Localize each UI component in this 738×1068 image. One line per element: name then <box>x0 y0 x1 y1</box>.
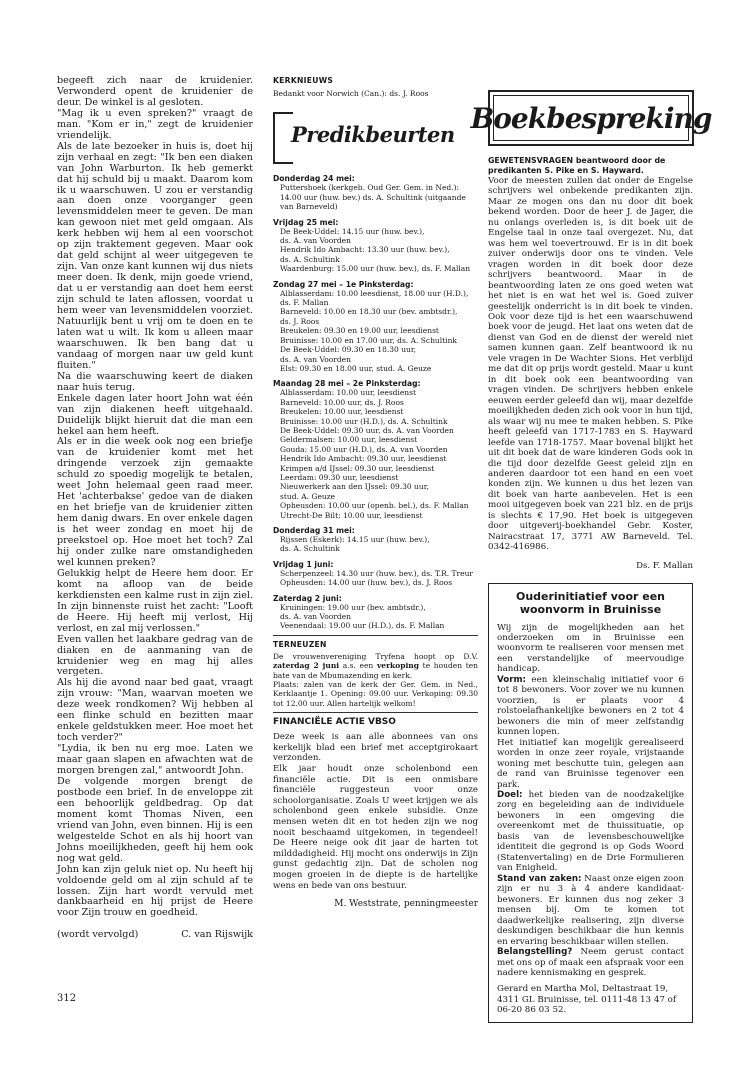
vorm-paragraph-2: Het initiatief kan mogelijk gerealiseerd worden in onze zeer royale, vrijstaande woning met beschutte tuin, gelegen aan de rand van Bruinisse tegenover een park. <box>497 737 684 790</box>
story-body <box>57 76 253 919</box>
contact-info: Gerard en Martha Mol, Deltastraat 19, 4311 GL Bruinisse, tel. 0111-48 13 47 of 06-20 86 03 52. <box>497 984 677 1016</box>
story-paragraph: begeeft zich naar de kruidenier. Verwonderd opent de kruidenier de deur. De winkel is al gesloten. <box>57 75 253 108</box>
schedule-block <box>273 218 478 274</box>
story-paragraph: Even vallen het laakbare gedrag van de diaken en de aanmaning van de kruidenier weg en mag hij alles vergeten. <box>57 633 253 678</box>
schedule-date: Donderdag 24 mei: <box>273 174 355 184</box>
story-paragraph: John kan zijn geluk niet op. Nu heeft hij voldoende geld om al zijn schuld af te lossen. Zijn hart wordt vervuld met dankbaarheid en hij prijst de Heere voor Zijn trouw en goedheid. <box>57 863 253 919</box>
story-paragraph: Gelukkig helpt de Heere hem door. Er komt na afloop van de beide kerkdiensten een kalme rust in zijn ziel. In zijn binnenste ruist het zacht: "Looft de Heere. Hij heeft mij verlost, Hij verlost, en zal mij verlossen." <box>57 567 253 634</box>
vorm-label: Vorm: <box>497 674 527 685</box>
schedule-line: Breukelen: 09.30 en 19.00 uur, leesdienst <box>280 326 439 336</box>
terneuzen-text <box>273 652 478 680</box>
story-paragraph: Als er in die week ook nog een briefje van de kruidenier komt met het dringende verzoek zijn gemaakte schuld zo spoedig mogelijk te betalen, weet John helemaal geen raad meer. Het 'achterbakse' gedoe van de diaken en het briefje van de kruidenier zitten hem danig dwars. En over enkele dagen is het weer zondag en moet hij de preekstoel op. Hoe moet het toch? Zal hij onder zulke nare omstandigheden wel kunnen preken? <box>57 436 253 568</box>
schedule-line: De Beek-Uddel: 09.30 en 18.30 uur, <box>280 345 417 355</box>
predikbeurten-logo <box>273 112 478 168</box>
schedule-line: ds. A. van Voorden <box>280 236 351 246</box>
preaching-schedule <box>273 174 478 630</box>
schedule-block <box>273 280 478 374</box>
vorm-paragraph <box>497 675 684 738</box>
schedule-line: De Beek-Uddel: 14.15 uur (huw. bev.), <box>280 226 425 236</box>
story-paragraph: "Mag ik u even spreken?" vraagt de man. "Kom er in," zegt de kruidenier vriendelijk. <box>57 107 253 141</box>
page-number: 312 <box>57 993 77 1004</box>
schedule-line: stud. A. Geuze <box>280 491 336 501</box>
schedule-line: Kruiningen: 19.00 uur (bev. ambtsdr.), <box>280 602 426 612</box>
terneuzen-part: De vrouwenvereniging Tryfena hoopt op D.V. <box>273 651 478 661</box>
belang-paragraph <box>497 947 684 978</box>
schedule-line: Gouda: 15.00 uur (H.D.), ds. A. van Voorden <box>280 444 448 454</box>
schedule-line: Bruinisse: 10.00 en 17.00 uur, ds. A. Schultink <box>280 335 457 345</box>
column-story <box>57 76 253 940</box>
story-paragraph: Na die waarschuwing keert de diaken naar huis terug. <box>57 370 253 393</box>
logo-frame <box>470 95 712 141</box>
story-author: C. van Rijswijk <box>181 929 253 941</box>
stand-text: Naast onze eigen zoon zijn er nu 3 à 4 andere kandidaat-bewoners. Er kunnen dus nog zeker 3 mensen bij. Om te komen tot daadwerkelijke realisering, zijn diverse deskundigen beschikbaar die hun kennis en ervaring beschikbaar willen stellen. <box>497 873 684 947</box>
belang-label: Belangstelling? <box>497 947 573 958</box>
belang-text: Neem gerust contact met ons op of maak een afspraak voor een nadere kennismaking en gesprek. <box>497 947 684 978</box>
schedule-date: Vrijdag 25 mei: <box>273 217 339 227</box>
logo-text: Predikbeurten <box>291 122 455 148</box>
schedule-line: Rijssen (Eskerk): 14.15 uur (huw. bev.), <box>280 535 430 544</box>
review-heading: GEWETENSVRAGEN beantwoord door de predikanten S. Pike en S. Hayward. <box>488 156 666 175</box>
continued-note: (wordt vervolgd) <box>57 929 139 941</box>
box-intro: Wij zijn de mogelijkheden aan het onderzoeken om in Bruinisse een woonvorm te realiseren voor mensen met een verstandelijke of meervoudige handicap. <box>497 622 684 675</box>
ouderinitiatief-box <box>488 583 693 1023</box>
schedule-line: ds. A. Schultink <box>280 544 340 554</box>
schedule-block <box>273 174 478 211</box>
vorm-text: een kleinschalig initiatief voor 6 tot 8 bewoners. Voor zover we nu kunnen voorzien, is er plaats voor 4 rolstoelafhankelijke bewoners en 2 tot 4 bewoners die min of meer zelfstandig kunnen lopen. <box>497 674 684 738</box>
doel-text: het bieden van de noodzakelijke zorg en begeleiding aan de individuele bewoners in een omgeving die overeenkomt met de thuissituatie, op basis van de levensbeschouwelijke identiteit die gegrond is op Gods Woord (Statenvertaling) en de Drie Formulieren van Enigheid. <box>497 790 684 874</box>
terneuzen-part: te houden ten bate van de Mbumazending en kerk. <box>273 661 478 680</box>
stand-label: Stand van zaken: <box>497 873 582 884</box>
boekbespreking-logo <box>470 90 712 146</box>
terneuzen-part: a.s. een <box>339 661 377 671</box>
schedule-line: ds. F. Mallan <box>280 298 329 308</box>
schedule-line: Breukelen: 10.00 uur, leesdienst <box>280 407 404 417</box>
schedule-line: ds. A. Schultink <box>280 254 340 264</box>
schedule-line: Alblasserdam: 10.00 leesdienst, 18.00 uur (H.D.), <box>280 288 469 298</box>
doel-paragraph <box>497 790 684 874</box>
schedule-line: Bruinisse: 10.00 uur (H.D.), ds. A. Schultink <box>280 416 448 426</box>
schedule-date: Donderdag 31 mei: <box>273 526 355 535</box>
terneuzen-event: verkoping <box>376 661 420 671</box>
doel-label: Doel: <box>497 790 523 800</box>
story-paragraph: "Lydia, ik ben nu erg moe. Laten we maar gaan slapen en afwachten wat de morgen brengen zal," antwoordt John. <box>57 743 253 777</box>
schedule-line: Barneveld: 10.00 en 18.30 uur (bev. ambtsdr.), <box>280 307 458 317</box>
logo-initial-frame <box>273 112 293 164</box>
story-paragraph: Als de late bezoeker in huis is, doet hij zijn verhaal en zegt: "Ik ben een diaken van John Warburton. Ik heb gemerkt dat hij schuld bij u maakt. Daarom kom ik u waarschuwen. U zou er verstandig aan doen onze voorganger geen levensmiddelen meer te geven. De man kan gewoon niet met geld omgaan. Als kerk hebben wij hem al een voorschot op zijn traktement gegeven. Maar ook dat geld schijnt al weer uitgegeven te zijn. Van onze kant kunnen wij dus niets meer doen. Ik denk, mijn goede vriend, dat u er verstandig aan doet hem eerst zijn schuld te laten aflossen, voordat u hem weer van levensmiddelen voorziet. Natuurlijk bent u vrij om te doen en te laten wat u wilt. Ik kom u alleen maar waarschuwen. Ik ben bang dat u vandaag of morgen naar uw geld kunt fluiten." <box>57 140 253 371</box>
financiele-paragraph: Elk jaar houdt onze scholenbond een financiële actie. Dit is een onmisbare financiële ruggesteun voor onze schoolorganisatie. Zoals U weet krijgen we als scholenbond geen enkele subsidie. Onze mensen weten dit en tot heden zijn we nog nooit beschaamd uitgekomen, in tegendeel! De Heere neige ook dit jaar de harten tot milddadigheid. Hij mocht ons onderwijs in Zijn gunst gedachtig zijn. Dat de scholen nog mogen groeien in de diepte is de hartelijke wens en bede van ons bestuur. <box>273 764 478 891</box>
story-paragraph: De volgende morgen brengt de postbode een brief. In de enveloppe zit een behoorlijk geldbedrag. Op dat moment komt Thomas Niven, een vriend van John, even binnen. Hij is een welgestelde Schot en als hij hoort van Johns moeilijkheden, geeft hij hem ook nog wat geld. <box>57 776 253 864</box>
schedule-line: Waardenburg: 15.00 uur (huw. bev.), ds. F. Mallan <box>280 264 471 274</box>
schedule-block <box>273 379 478 520</box>
financiele-paragraph: Deze week is aan alle abonnees van ons kerkelijk blad een brief met acceptgirokaart verzonden. <box>273 732 478 764</box>
kerknieuws-heading: KERKNIEUWS <box>273 76 334 85</box>
schedule-block <box>273 560 478 588</box>
financiele-heading: FINANCIËLE ACTIE VBSO <box>273 717 396 728</box>
schedule-line: ds. A. van Voorden <box>280 612 351 622</box>
section-divider <box>273 635 478 636</box>
terneuzen-date: zaterdag 2 juni <box>273 661 340 671</box>
schedule-line: Geldermalsen: 10.00 uur, leesdienst <box>280 435 418 445</box>
section-divider <box>273 712 478 713</box>
schedule-line: Barneveld: 10.00 uur, ds. J. Roos <box>280 397 404 407</box>
kerknieuws-text: Bedankt voor Norwich (Can.): ds. J. Roos <box>273 89 429 98</box>
stand-paragraph <box>497 874 684 947</box>
schedule-line: ds. A. van Voorden <box>280 354 351 364</box>
schedule-block <box>273 594 478 631</box>
financiele-signature: M. Weststrate, penningmeester <box>334 899 478 910</box>
review-text: Voor de meesten zullen dat onder de Engelse schrijvers wel onbekende predikanten zijn. Maar ze mogen ons dan nu door dit boek bekend worden. Door de heer J. de Jager, die nu onlangs overleden is, is dit boek uit de Engelse taal in onze taal overgezet. Nu, dat was hem wel toevertrouwd. Er is in dit boek zuiver onderwijs door ons te vinden. Vele vragen worden in dit boek door deze schrijvers beantwoord. Maar in de beantwoording laten ze ons goed weten wat het niet is en wat het wel is. Goed zuiver geestelijk onderricht is in dit boek te vinden. Ook voor deze tijd is het een waarschuwend boek voor de jeugd. Het laat ons weten dat de dienst van God en de dienst der wereld niet samen kunnen gaan. Zelf beantwoord ik nu vele vragen in De Wachter Sions. Het verblijd me dat dit op prijs wordt gesteld. Maar u kunt in dit boek ook een beantwoording van vragen vinden. De schrijvers hebben enkele eeuwen eerder geleefd dan wij, maar dezelfde moeilijkheden deden zich ook voor in hun tijd, als waar wij nu mee te maken hebben. S. Pike heeft geleefd van 1717-1783 en S. Hayward leefde van 1718-1757. Maar bovenal blijkt het uit dit boek dat de ware kinderen Gods ook in die tijd door dezelfde Geest geleid zijn en anderen daardoor tot een hand en een voet konden zijn. We kunnen u dus het lezen van dit boek van harte aanbevelen. Het is een mooi uitgegeven boek van 221 blz. en de prijs is slechts € 17,90. Het boek is uitgegeven door uitgeverij-boekhandel Gebr. Koster, Nairacstraat 17, 3771 AW Barneveld. Tel. 0342-416986. <box>488 175 693 553</box>
schedule-line: Leerdam: 09.30 uur, leesdienst <box>280 472 399 482</box>
column-church-news <box>273 76 478 909</box>
schedule-line: Utrecht-De Bilt: 10.00 uur, leesdienst <box>280 510 423 520</box>
schedule-line: Opheusden: 10.00 uur (openb. bel.), ds. F. Mallan <box>280 501 469 511</box>
schedule-line: Alblasserdam: 10.00 uur, leesdienst <box>280 388 417 398</box>
schedule-line: De Beek-Uddel: 09.30 uur, ds. A. van Voorden <box>280 425 454 435</box>
review-signature: Ds. F. Mallan <box>636 560 693 571</box>
schedule-line: Nieuwerkerk aan den IJssel: 09.30 uur, <box>280 482 429 492</box>
schedule-line: Veenendaal: 19.00 uur (H.D.), ds. F. Mallan <box>280 621 445 631</box>
schedule-line: Hendrik Ido Ambacht: 09.30 uur, leesdienst <box>280 454 447 464</box>
terneuzen-details: Plaats: zalen van de kerk der Ger. Gem. in Ned., Kerklaantje 1. Opening: 09.00 uur. Verkoping: 09.30 tot 12.00 uur. Allen hartelijk welkom! <box>273 680 478 708</box>
story-paragraph: Als hij die avond naar bed gaat, vraagt zijn vrouw: "Man, waarvan moeten we deze week rondkomen? Wij hebben al een flinke schuld en bezitten maar enkele geldstukken meer. Hoe moet het toch verder?" <box>57 677 253 744</box>
story-paragraph: Enkele dagen later hoort John wat één van zijn diakenen heeft uitgehaald. Duidelijk blijkt hieruit dat die man een hekel aan hem heeft. <box>57 392 253 437</box>
story-footer <box>57 929 253 940</box>
schedule-line: Scherpenzeel: 14.30 uur (huw. bev.), ds. T.R. Treur <box>280 568 473 578</box>
schedule-block <box>273 526 478 554</box>
schedule-line: Krimpen a/d IJssel: 09.30 uur, leesdienst <box>280 463 435 473</box>
schedule-date: Zondag 27 mei – 1e Pinksterdag: <box>273 279 414 289</box>
column-book-review <box>470 76 712 1023</box>
schedule-date: Maandag 28 mei – 2e Pinksterdag: <box>273 379 421 389</box>
schedule-date: Vrijdag 1 juni: <box>273 559 334 569</box>
logo-text: Boekbespreking <box>470 101 712 135</box>
schedule-date: Zaterdag 2 juni: <box>273 593 342 603</box>
schedule-line: Hendrik Ido Ambacht: 13.30 uur (huw. bev.), <box>280 245 450 255</box>
terneuzen-heading: TERNEUZEN <box>273 639 327 649</box>
schedule-line: ds. J. Roos <box>280 316 320 326</box>
box-title: Ouderinitiatief voor een woonvorm in Bruinisse <box>516 589 665 617</box>
schedule-line: Puttershoek (kerkgeb. Oud Ger. Gem. in Ned.): 14.00 uur (huw. bev.) ds. A. Schultink (uitgaande van Barneveld) <box>280 183 466 212</box>
schedule-line: Opheusden: 14.00 uur (huw. bev.), ds. J. Roos <box>280 578 453 588</box>
schedule-line: Elst: 09.30 en 18.00 uur, stud. A. Geuze <box>280 363 432 373</box>
